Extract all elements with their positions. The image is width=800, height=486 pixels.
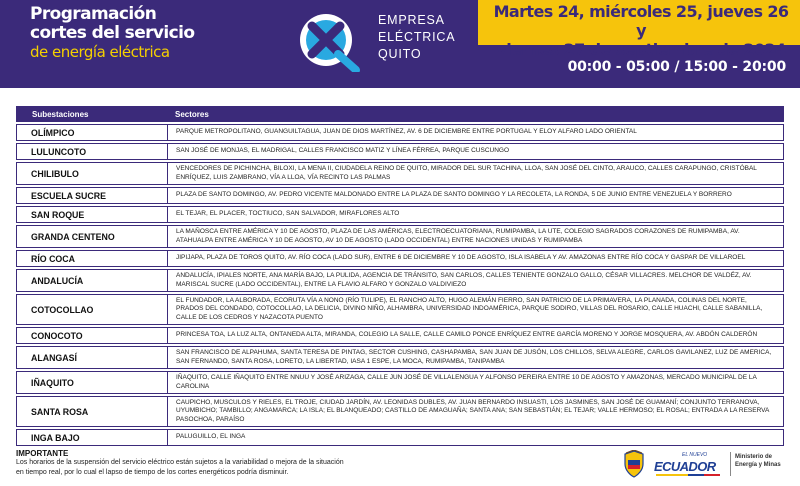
footer-title: IMPORTANTE bbox=[16, 449, 69, 458]
sectors-text: EL FUNDADOR, LA ALBORADA, ECORUTA VÍA A NONO (RÍO TULIPE), EL RANCHO ALTO, HUGO ALEMÁN FIERRO, SAN PATRICIO DE LA PRIMAVERA, LA PLANADA, COLINAS DEL NORTE, PRADOS DEL CONDADO, COTOCOLLAO, LA DELICIA, DIVINO NIÑO, ALHAMBRA, UNIVERSIDAD INDOAMÉRICA, PARQUE SODIRO, VILLAS DEL ROSARIO, CALLE HUACHI, CALLE SABANILLA, CALLE DE LOS CEDROS Y NAZACOTA PUENTO bbox=[176, 296, 763, 321]
table-header bbox=[16, 106, 784, 122]
ecuador-logo bbox=[654, 452, 724, 478]
substation-name: ANDALUCÍA bbox=[17, 270, 168, 291]
logo-line-3: QUITO bbox=[378, 47, 422, 61]
table-row bbox=[16, 206, 784, 223]
table-row bbox=[16, 269, 784, 292]
table-row bbox=[16, 396, 784, 427]
table-row bbox=[16, 346, 784, 369]
table-row bbox=[16, 371, 784, 394]
title-line-3: de energía eléctrica bbox=[30, 43, 170, 61]
sectors-text: PLAZA DE SANTO DOMINGO, AV. PEDRO VICENTE MALDONADO ENTRE LA PLAZA DE SANTO DOMINGO Y LA RECOLETA, LA RONDA, 5 DE JUNIO ENTRE VENEZUELA Y BORRERO bbox=[176, 191, 732, 199]
dates-line-1: Martes 24, miércoles 25, jueves 26 y bbox=[493, 2, 789, 40]
substation-name: ALANGASÍ bbox=[17, 347, 168, 368]
table-row bbox=[16, 143, 784, 160]
table-row bbox=[16, 124, 784, 141]
table-row bbox=[16, 250, 784, 267]
logo-line-1: EMPRESA bbox=[378, 13, 445, 27]
substation-name: OLÍMPICO bbox=[17, 125, 168, 140]
ecuador-tagline: EL NUEVO bbox=[682, 452, 708, 458]
ministry-line-2: Energía y Minas bbox=[735, 461, 781, 468]
outage-table bbox=[16, 106, 784, 446]
ecuador-name: ECUADOR bbox=[654, 459, 716, 474]
ecuador-shield-icon bbox=[622, 450, 646, 478]
title-block bbox=[30, 5, 194, 61]
sectors-text: CAUPICHO, MUSCULOS Y RIELES, EL TROJE, CIUDAD JARDÍN, AV. LEONIDAS DUBLES, AV. JUAN BERNARDO INSUASTI, LOS JASMINES, SAN JOSÉ DE GUAMANÍ; CONJUNTO TERRANOVA, UYUMBICHO; TAMBILLO; ANGAMARCA; LA ISLA; EL BLANQUEADO; CASTILLO DE AMAGUAÑA; SANTA ANA; SAN SEBASTIÁN; EL TEJAR; VALLE HERMOSO; EL ROSAL; ENTRADA A LA RESERVA PASOCHOA, PARAÍSO bbox=[176, 398, 770, 423]
footer-text-line-2: en tiempo real, por lo cual el lapso de tiempo de los cortes energéticos podría disminuir. bbox=[16, 468, 289, 476]
header-banner bbox=[0, 0, 800, 88]
eeq-logo-text bbox=[378, 12, 455, 63]
substation-name: CHILIBULO bbox=[17, 163, 168, 184]
sectors-text: ANDALUCÍA, IPIALES NORTE, ANA MARÍA BAJO, LA PULIDA, AGENCIA DE TRÁNSITO, SAN CARLOS, CALLES TENIENTE GONZALO GALLO, CÉSAR VILLACRES. MELCHOR DE VALDÉZ, AV. MARISCAL SUCRE (LADO OCCIDENTAL), ENTRE LA FLAVIO ALFARO Y GONZALO VALDIVIEZO bbox=[176, 271, 752, 288]
col-header-sectors: Sectores bbox=[175, 109, 209, 119]
substation-name: RÍO COCA bbox=[17, 251, 168, 266]
ecuador-flag-bar bbox=[656, 474, 720, 476]
table-row bbox=[16, 225, 784, 248]
substation-name: LULUNCOTO bbox=[17, 144, 168, 159]
footer-note bbox=[16, 449, 436, 477]
substation-name: SAN ROQUE bbox=[17, 207, 168, 222]
sectors-text: JIPIJAPA, PLAZA DE TOROS QUITO, AV. RÍO COCA (LADO SUR), ENTRE 6 DE DICIEMBRE Y 10 DE AGOSTO, ISLA ISABELA Y AV. AMAZONAS ENTRE RÍO COCA Y GASPAR DE VILLAROEL bbox=[176, 254, 746, 262]
table-row bbox=[16, 294, 784, 325]
table-row bbox=[16, 162, 784, 185]
title-line-1: Programación bbox=[30, 4, 157, 24]
substation-name: IÑAQUITO bbox=[17, 372, 168, 393]
sectors-text: EL TEJAR, EL PLACER, TOCTIUCO, SAN SALVADOR, MIRAFLORES ALTO bbox=[176, 210, 400, 218]
sectors-text: IÑAQUITO, CALLE IÑAQUITO ENTRE NNUU Y JOSÉ ARIZAGA, CALLE JUN JOSÉ DE VILLALENGUA Y ALFONSO PEREIRA ENTRE 10 DE AGOSTO Y AMAZONAS, MERCADO MUNICIPAL DE LA CAROLINA bbox=[176, 373, 757, 390]
ministry-label bbox=[735, 454, 781, 469]
logo-divider bbox=[730, 452, 731, 476]
sectors-text: VENCEDORES DE PICHINCHA, BILOXI, LA MENA II, CIUDADELA REINO DE QUITO, MIRADOR DEL SUR TACHINA, LLOA, SAN JOSÉ DEL CINTO, ARAUCO, CALLES CARAPUNGO, CRISTÓBAL ENRÍQUEZ, LUIS ZAMBRANO, VÍA A LLOA, VÍA RECINTO LAS PALMAS bbox=[176, 164, 757, 181]
sectors-text: LA MAÑOSCA ENTRE AMÉRICA Y 10 DE AGOSTO, PLAZA DE LAS AMÉRICAS, ELECTROECUATORIANA, RUMIPAMBA, LA UTE, COLEGIO SAGRADOS CORAZONES DE RUMIPAMBA, AV. ATAHUALPA ENTRE AMÉRICA Y 10 DE AGOSTO, AV 10 DE AGOSTO (LADO OCCIDENTAL) ENTRE NACIONES UNIDAS Y RUMIPAMBA bbox=[176, 227, 740, 244]
eeq-logo-icon bbox=[298, 10, 360, 72]
sectors-text: PARQUE METROPOLITANO, GUANGUILTAGUA, JUAN DE DIOS MARTÍNEZ, AV. 6 DE DICIEMBRE ENTRE PORTUGAL Y ELOY ALFARO LADO ORIENTAL bbox=[176, 128, 637, 136]
hours-label: 00:00 - 05:00 / 15:00 - 20:00 bbox=[567, 59, 786, 75]
substation-name: CONOCOTO bbox=[17, 328, 168, 343]
substation-name: ESCUELA SUCRE bbox=[17, 188, 168, 203]
sectors-text: SAN FRANCISCO DE ALPAHUMA, SANTA TERESA DE PINTAG, SECTOR CUSHING, CASHAPAMBA, SAN JUAN DE JUSÓN, LOS CHILLOS, SELVA ALEGRE, CARLOS GAVILANEZ, LUZ DE AMERICA, SAN FERNANDO, SANTA ROSA, LORETO, LA LIBERTAD, IASA 1 ESPE, LA MOCA, RUMIPAMBA, TANIPAMBA bbox=[176, 348, 772, 365]
sectors-text: SAN JOSÉ DE MONJAS, EL MADRIGAL, CALLES FRANCISCO MATIZ Y LÍNEA FÉRREA, PARQUE CUSCUNGO bbox=[176, 147, 510, 155]
footer-logos bbox=[608, 448, 788, 482]
logo-line-2: ELÉCTRICA bbox=[378, 30, 456, 44]
col-header-substation: Subestaciones bbox=[32, 109, 89, 119]
date-box bbox=[478, 0, 800, 59]
table-row bbox=[16, 187, 784, 204]
title-line-2: cortes del servicio bbox=[30, 23, 195, 43]
substation-name: SANTA ROSA bbox=[17, 397, 168, 426]
footer-text-line-1: Los horarios de la suspensión del servicio eléctrico están sujetos a la variabilidad o mejora de la situación bbox=[16, 459, 344, 466]
table-row bbox=[16, 429, 784, 446]
ministry-line-1: Ministerio de bbox=[735, 454, 773, 460]
substation-name: INGA BAJO bbox=[17, 430, 168, 445]
substation-name: GRANDA CENTENO bbox=[17, 226, 168, 247]
table-row bbox=[16, 327, 784, 344]
dates-line-2: viernes 27 de septiembre de 2024 bbox=[496, 40, 786, 59]
substation-name: COTOCOLLAO bbox=[17, 295, 168, 324]
sectors-text: PRINCESA TOA, LA LUZ ALTA, ONTANEDA ALTA, MIRANDA, COLEGIO LA SALLE, CALLE CAMILO PONCE ENRÍQUEZ ENTRE GARCÍA MORENO Y JORGE MOSQUERA, AV. ABDÓN CALDERÓN bbox=[176, 331, 758, 339]
sectors-text: PALUGUILLO, EL INGA bbox=[176, 433, 246, 441]
